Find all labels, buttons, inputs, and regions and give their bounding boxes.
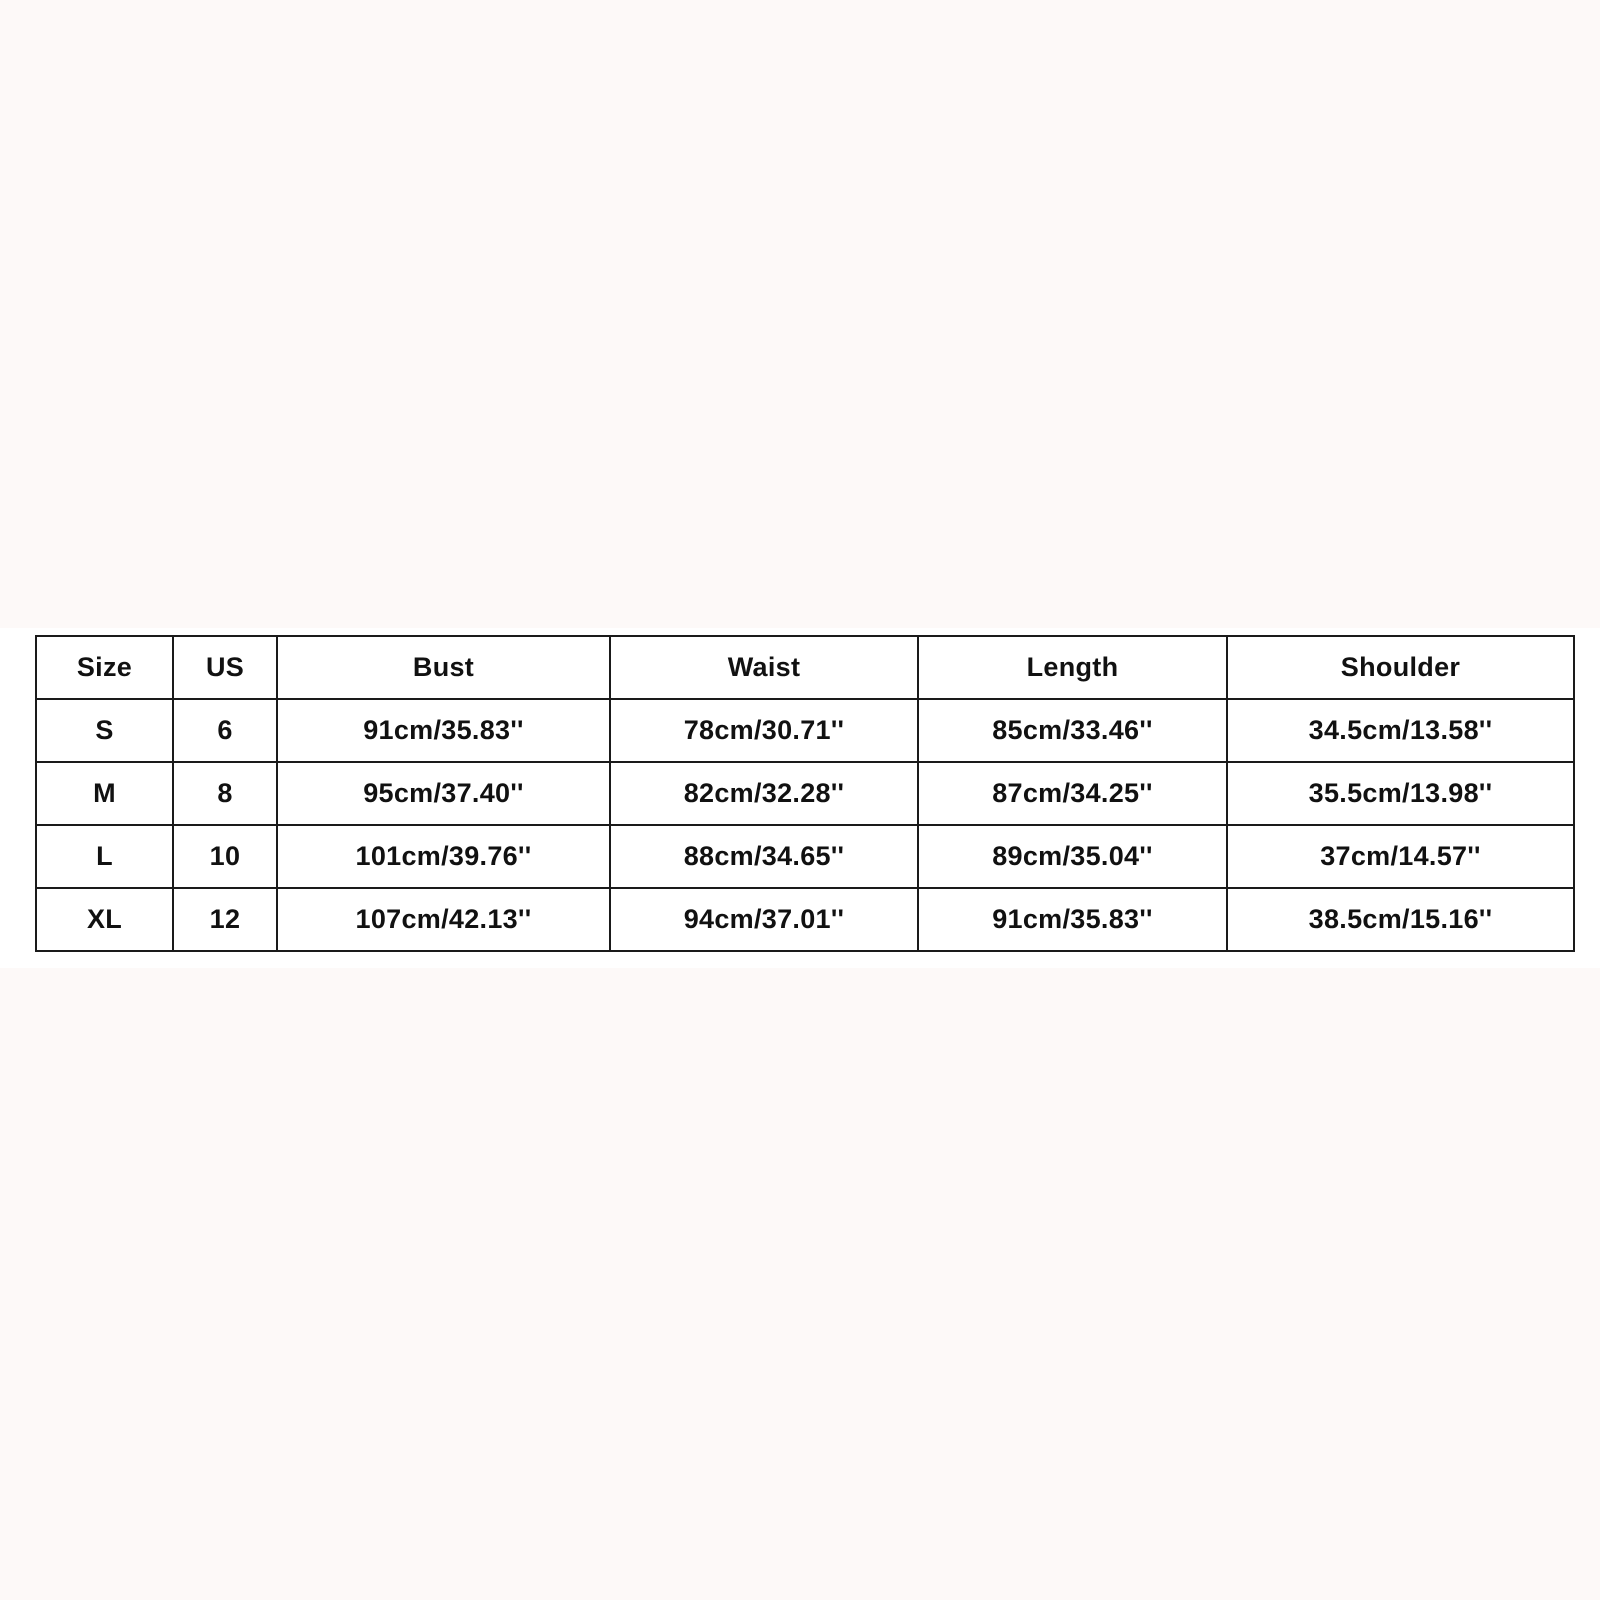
cell-shoulder: 35.5cm/13.98'' [1227,762,1574,825]
cell-bust: 107cm/42.13'' [277,888,610,951]
cell-bust: 91cm/35.83'' [277,699,610,762]
cell-shoulder: 37cm/14.57'' [1227,825,1574,888]
cell-length: 87cm/34.25'' [918,762,1227,825]
header-shoulder: Shoulder [1227,636,1574,699]
header-size: Size [36,636,173,699]
cell-us: 8 [173,762,277,825]
table-header-row [36,636,1574,699]
cell-shoulder: 34.5cm/13.58'' [1227,699,1574,762]
table-row [36,699,1574,762]
header-length: Length [918,636,1227,699]
cell-waist: 88cm/34.65'' [610,825,918,888]
cell-size: S [36,699,173,762]
header-waist: Waist [610,636,918,699]
cell-waist: 78cm/30.71'' [610,699,918,762]
cell-size: M [36,762,173,825]
size-chart-table [35,635,1575,952]
cell-us: 12 [173,888,277,951]
cell-us: 6 [173,699,277,762]
cell-waist: 94cm/37.01'' [610,888,918,951]
cell-size: L [36,825,173,888]
cell-us: 10 [173,825,277,888]
cell-waist: 82cm/32.28'' [610,762,918,825]
cell-size: XL [36,888,173,951]
header-us: US [173,636,277,699]
cell-bust: 95cm/37.40'' [277,762,610,825]
cell-length: 89cm/35.04'' [918,825,1227,888]
table-row [36,888,1574,951]
header-bust: Bust [277,636,610,699]
cell-bust: 101cm/39.76'' [277,825,610,888]
cell-shoulder: 38.5cm/15.16'' [1227,888,1574,951]
cell-length: 85cm/33.46'' [918,699,1227,762]
table-row [36,762,1574,825]
table-row [36,825,1574,888]
cell-length: 91cm/35.83'' [918,888,1227,951]
